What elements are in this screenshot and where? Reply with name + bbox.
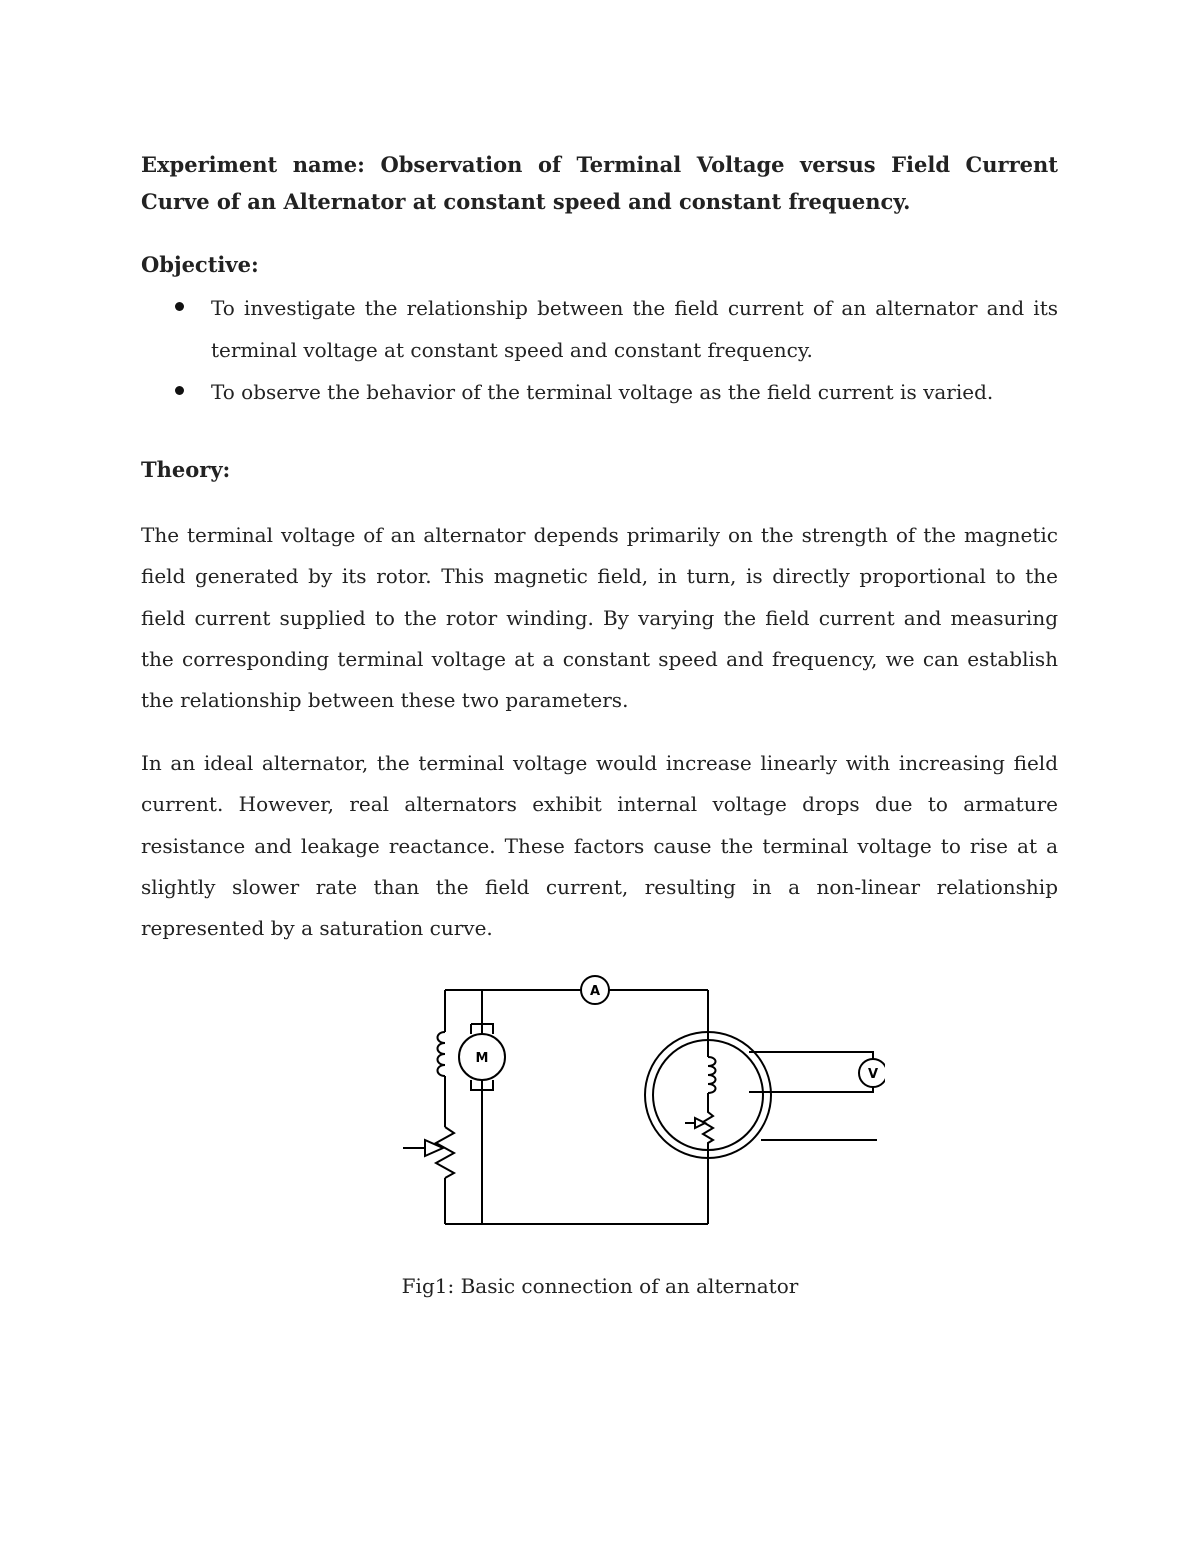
objective-item [141, 371, 1058, 413]
rotor-rheostat-icon [703, 1093, 713, 1147]
bullet-icon [175, 386, 184, 395]
ammeter-label: A [589, 984, 601, 999]
objective-item [141, 287, 1058, 371]
alternator-circuit-diagram [395, 972, 885, 1234]
field-coil-icon [438, 1032, 446, 1076]
objective-item-text: To observe the behavior of the terminal voltage as the field current is varied. [211, 380, 994, 404]
figure-caption: Fig1: Basic connection of an alternator [401, 1274, 799, 1298]
bullet-icon [175, 302, 184, 311]
theory-paragraph: In an ideal alternator, the terminal voltage would increase linearly with increasing field current. However, real alternators exhibit internal voltage drops due to armature resistance and leakage reactance. These factors cause the terminal voltage to rise at a slightly slower rate than the field current, resulting in a non-linear relationship represented by a saturation curve. [141, 751, 1058, 941]
objective-list [141, 287, 1058, 413]
theory-paragraph: The terminal voltage of an alternator depends primarily on the strength of the magnetic field generated by its rotor. This magnetic field, in turn, is directly proportional to the field current supplied to the rotor winding. By varying the field current and measuring the corresponding terminal voltage at a constant speed and frequency, we can establish the relationship between these two parameters. [141, 523, 1058, 713]
motor-label: M [475, 1051, 489, 1066]
rotor-coil-icon [708, 1057, 716, 1093]
theory-heading: Theory: [141, 457, 231, 482]
rheostat-icon [436, 1127, 454, 1178]
objective-item-text: To investigate the relationship between the field current of an alternator and its terminal voltage at constant speed and constant frequency. [211, 296, 1058, 362]
objective-heading: Objective: [141, 252, 259, 277]
experiment-title: Experiment name: Observation of Terminal Voltage versus Field Current Curve of an Alternator at constant speed and constant frequency. [141, 152, 1058, 214]
voltmeter-label: V [867, 1067, 879, 1082]
